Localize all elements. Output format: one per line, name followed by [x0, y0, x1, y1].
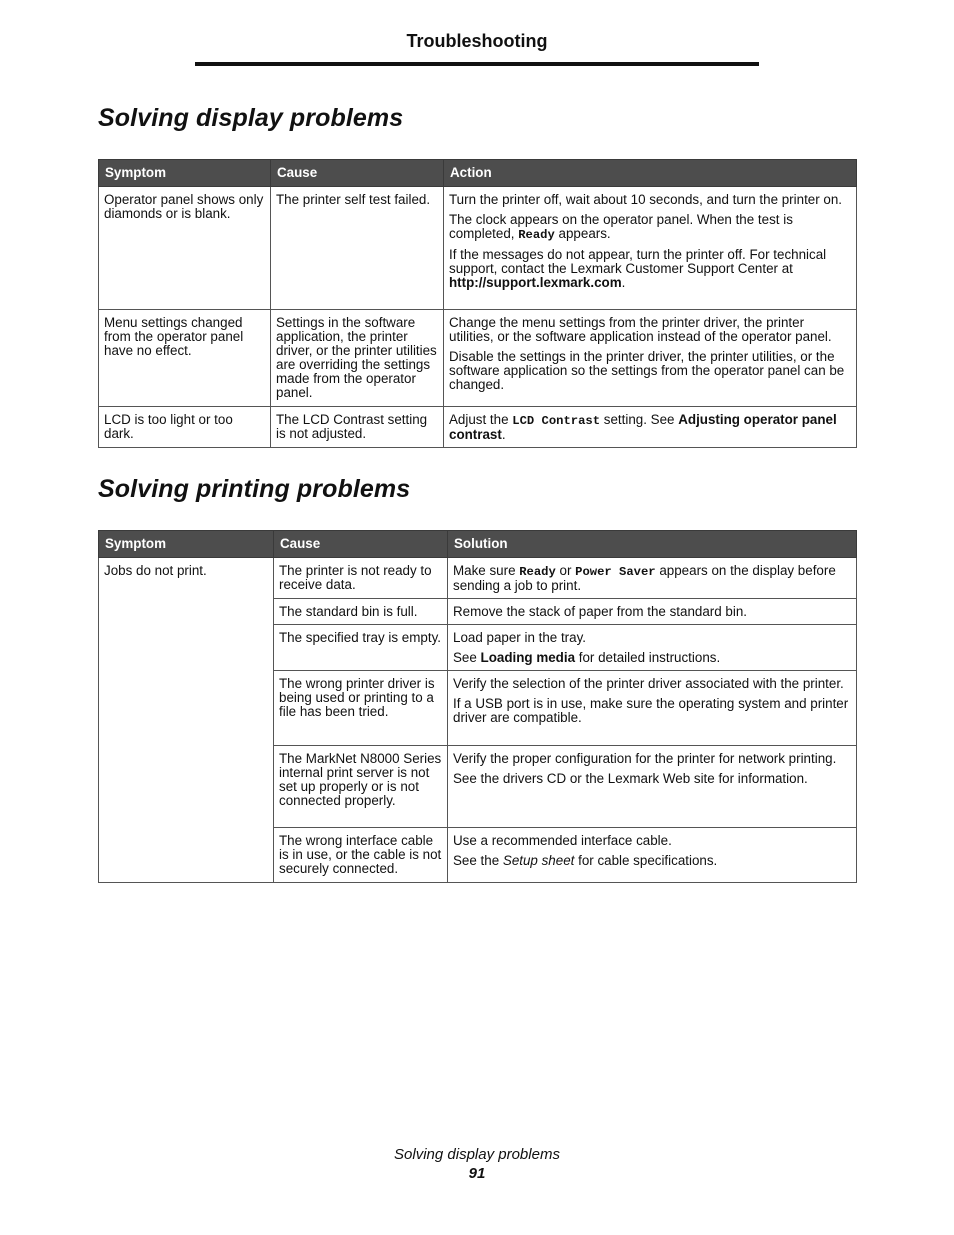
ready-code: Ready — [519, 565, 556, 579]
solution-text: See the drivers CD or the Lexmark Web site for information. — [453, 771, 808, 786]
action-text: Change the menu settings from the printer driver, the printer utilities, or the software application instead of the operator panel. — [449, 315, 832, 344]
support-link: http://support.lexmark.com — [449, 275, 622, 290]
solution-text: Load paper in the tray. — [453, 630, 587, 645]
column-header-cause: Cause — [271, 160, 444, 187]
column-header-cause: Cause — [274, 531, 448, 558]
column-header-action: Action — [444, 160, 857, 187]
column-header-symptom: Symptom — [99, 160, 271, 187]
symptom-cell: LCD is too light or too dark. — [99, 407, 271, 448]
printing-problems-heading: Solving printing problems — [98, 475, 411, 503]
display-problems-table — [98, 159, 857, 448]
solution-text: Verify the selection of the printer driver associated with the printer. — [453, 676, 844, 691]
table-row — [99, 310, 857, 407]
solution-cell — [448, 671, 857, 746]
solution-cell — [448, 746, 857, 828]
action-text: If the messages do not appear, turn the printer off. For technical support, contact the Lexmark Customer Support Center at http://support.lexmark.com. — [449, 247, 827, 290]
symptom-cell: Menu settings changed from the operator panel have no effect. — [99, 310, 271, 407]
footer-section-title: Solving display problems — [394, 1146, 560, 1163]
lcd-contrast-code: LCD Contrast — [512, 414, 601, 428]
setup-sheet-reference: Setup sheet — [502, 853, 575, 868]
action-text: Turn the printer off, wait about 10 seconds, and turn the printer on. — [449, 192, 843, 207]
table-header-row — [99, 160, 857, 187]
solution-text: See the Setup sheet for cable specifications. — [453, 853, 718, 868]
table-header-row — [99, 531, 857, 558]
solution-cell — [448, 828, 857, 883]
symptom-cell: Operator panel shows only diamonds or is blank. — [99, 187, 271, 310]
symptom-cell: Jobs do not print. — [99, 558, 274, 883]
action-cell — [444, 310, 857, 407]
action-text: Adjust the LCD Contrast setting. See Adjusting operator panel contrast. — [449, 412, 837, 442]
solution-text: Make sure Ready or Power Saver appears on the display before sending a job to print. — [453, 563, 836, 593]
column-header-solution: Solution — [448, 531, 857, 558]
printing-problems-table — [98, 530, 857, 883]
header-rule — [195, 62, 759, 66]
ready-code: Ready — [518, 228, 555, 242]
cause-cell: Settings in the software application, the printer driver, or the printer utilities are overriding the settings made from the operator panel. — [271, 310, 444, 407]
cause-cell: The LCD Contrast setting is not adjusted. — [271, 407, 444, 448]
solution-text: Use a recommended interface cable. — [453, 833, 672, 848]
column-header-symptom: Symptom — [99, 531, 274, 558]
table-row — [99, 558, 857, 599]
cause-cell: The wrong printer driver is being used or printing to a file has been tried. — [274, 671, 448, 746]
action-text: Disable the settings in the printer driver, the printer utilities, or the software application so the settings from the operator panel can be changed. — [449, 349, 845, 392]
solution-cell — [448, 558, 857, 599]
page-number: 91 — [468, 1165, 486, 1182]
cause-cell: The standard bin is full. — [274, 599, 448, 625]
cause-cell: The wrong interface cable is in use, or the cable is not securely connected. — [274, 828, 448, 883]
solution-text: See Loading media for detailed instructions. — [453, 650, 721, 665]
action-cell — [444, 407, 857, 448]
display-problems-heading: Solving display problems — [98, 104, 404, 132]
running-header: Troubleshooting — [406, 31, 548, 51]
solution-text: Verify the proper configuration for the printer for network printing. — [453, 751, 837, 766]
action-cell — [444, 187, 857, 310]
solution-text: If a USB port is in use, make sure the operating system and printer driver are compatible. — [453, 696, 849, 725]
contrast-reference: Adjusting operator panel contrast — [449, 412, 837, 442]
loading-media-reference: Loading media — [480, 650, 576, 665]
solution-text: Remove the stack of paper from the standard bin. — [453, 604, 748, 619]
solution-cell — [448, 625, 857, 671]
power-saver-code: Power Saver — [575, 565, 656, 579]
action-text: The clock appears on the operator panel. When the test is completed, Ready appears. — [449, 212, 793, 242]
cause-cell: The specified tray is empty. — [274, 625, 448, 671]
solution-cell — [448, 599, 857, 625]
table-row — [99, 407, 857, 448]
cause-cell: The printer is not ready to receive data. — [274, 558, 448, 599]
cause-cell: The MarkNet N8000 Series internal print server is not set up properly or is not connected properly. — [274, 746, 448, 828]
cause-cell: The printer self test failed. — [271, 187, 444, 310]
table-row — [99, 187, 857, 310]
